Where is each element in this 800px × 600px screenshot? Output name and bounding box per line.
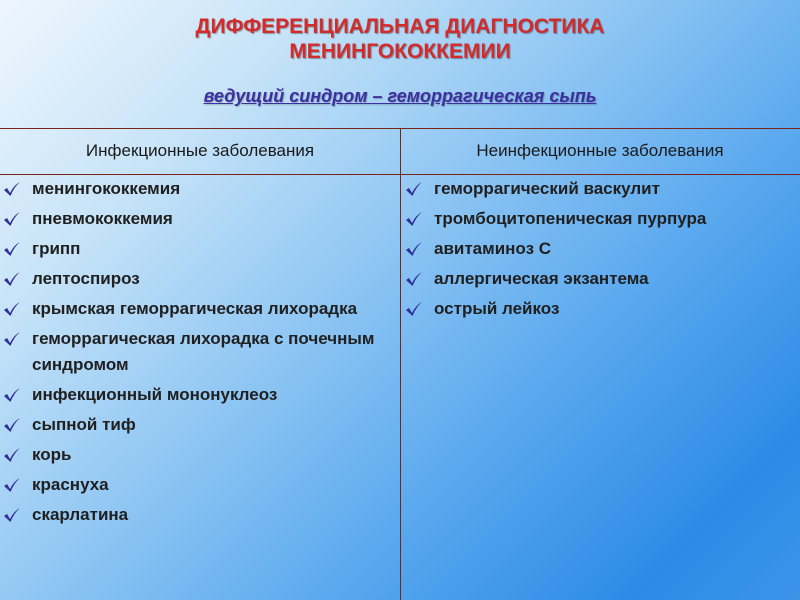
list-item bbox=[402, 206, 792, 232]
list-item bbox=[402, 236, 792, 262]
list-item bbox=[0, 236, 380, 262]
checkmark-icon bbox=[3, 507, 21, 523]
list-item-label: геморрагическая лихорадка с почечным синдромом bbox=[32, 329, 375, 374]
list-item-label: сыпной тиф bbox=[32, 415, 136, 434]
slide-subtitle: ведущий синдром – геморрагическая сыпь bbox=[203, 86, 597, 106]
checkmark-icon bbox=[3, 477, 21, 493]
list-item-label: грипп bbox=[32, 239, 81, 258]
checkmark-icon bbox=[3, 211, 21, 227]
list-item-label: краснуха bbox=[32, 475, 109, 494]
list-item-label: лептоспироз bbox=[32, 269, 140, 288]
title-line-2: МЕНИНГОКОККЕМИИ bbox=[289, 40, 511, 63]
checkmark-icon bbox=[405, 181, 423, 197]
list-item bbox=[402, 296, 792, 322]
list-item-label: острый лейкоз bbox=[434, 299, 560, 318]
checkmark-icon bbox=[3, 181, 21, 197]
list-item bbox=[0, 472, 380, 498]
checkmark-icon bbox=[405, 241, 423, 257]
list-item-label: менингококкемия bbox=[32, 179, 181, 198]
checkmark-icon bbox=[3, 447, 21, 463]
list-item-label: скарлатина bbox=[32, 505, 129, 524]
checkmark-icon bbox=[3, 241, 21, 257]
checkmark-icon bbox=[3, 387, 21, 403]
list-item bbox=[0, 326, 380, 378]
list-item bbox=[0, 176, 380, 202]
column-divider bbox=[400, 128, 401, 600]
list-item-label: тромбоцитопеническая пурпура bbox=[434, 209, 707, 228]
list-item bbox=[0, 502, 380, 528]
infectious-disease-list bbox=[0, 176, 380, 532]
checkmark-icon bbox=[3, 301, 21, 317]
title-line-1: ДИФФЕРЕНЦИАЛЬНАЯ ДИАГНОСТИКА bbox=[195, 15, 605, 38]
checkmark-icon bbox=[3, 271, 21, 287]
list-item bbox=[0, 412, 380, 438]
right-column-header: Неинфекционные заболевания bbox=[476, 141, 724, 160]
list-item-label: аллергическая экзантема bbox=[434, 269, 649, 288]
list-item bbox=[402, 266, 792, 292]
checkmark-icon bbox=[405, 271, 423, 287]
diagnosis-table bbox=[0, 128, 800, 600]
list-item-label: инфекционный мононуклеоз bbox=[32, 385, 278, 404]
noninfectious-disease-list bbox=[402, 176, 792, 326]
list-item bbox=[0, 206, 380, 232]
list-item-label: авитаминоз С bbox=[434, 239, 552, 258]
list-item bbox=[0, 266, 380, 292]
list-item bbox=[0, 442, 380, 468]
list-item-label: пневмококкемия bbox=[32, 209, 173, 228]
list-item bbox=[402, 176, 792, 202]
list-item bbox=[0, 296, 380, 322]
list-item bbox=[0, 382, 380, 408]
list-item-label: крымская геморрагическая лихорадка bbox=[32, 299, 358, 318]
checkmark-icon bbox=[405, 211, 423, 227]
checkmark-icon bbox=[405, 301, 423, 317]
left-column-header: Инфекционные заболевания bbox=[85, 141, 315, 160]
slide-title bbox=[0, 14, 800, 64]
checkmark-icon bbox=[3, 331, 21, 347]
checkmark-icon bbox=[3, 417, 21, 433]
list-item-label: геморрагический васкулит bbox=[434, 179, 660, 198]
list-item-label: корь bbox=[32, 445, 72, 464]
